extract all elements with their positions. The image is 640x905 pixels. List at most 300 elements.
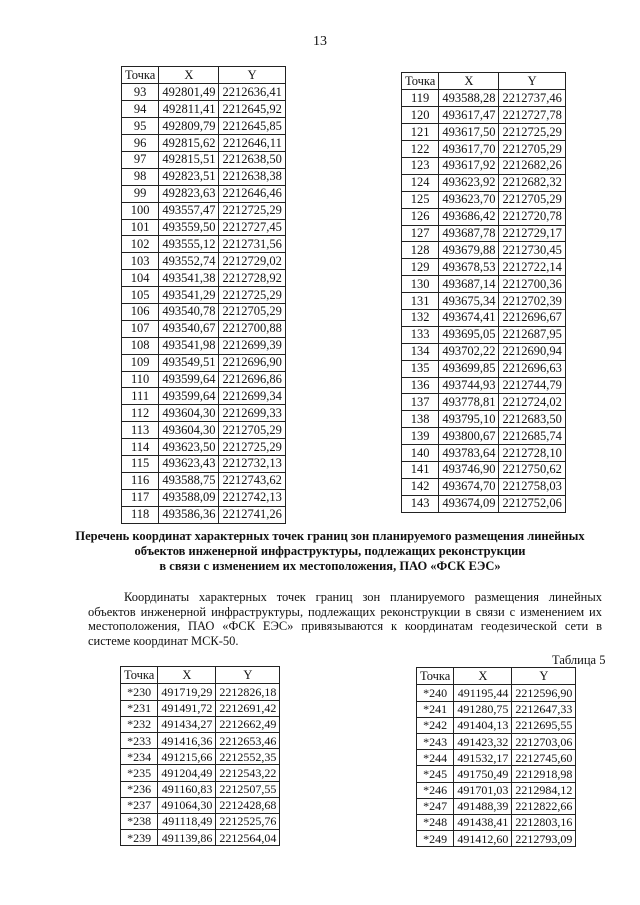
cell-y: 2212507,55: [216, 781, 280, 797]
cell-x: 493623,92: [439, 174, 499, 191]
cell-y: 2212638,38: [219, 168, 285, 185]
header-x: X: [159, 67, 219, 84]
table-row: [402, 326, 566, 343]
cell-y: 2212705,29: [219, 422, 285, 439]
cell-y: 2212645,85: [219, 118, 285, 135]
cell-point: 121: [402, 124, 439, 141]
cell-y: 2212564,04: [216, 830, 280, 846]
table-row: [402, 208, 566, 225]
cell-point: *234: [121, 749, 158, 765]
cell-point: 113: [122, 422, 159, 439]
cell-x: 491404,13: [454, 717, 512, 733]
cell-x: 493541,38: [159, 270, 219, 287]
cell-point: *230: [121, 684, 158, 700]
cell-x: 491280,75: [454, 701, 512, 717]
cell-y: 2212653,46: [216, 732, 280, 748]
cell-point: 93: [122, 84, 159, 101]
cell-y: 2212705,29: [219, 303, 285, 320]
cell-y: 2212750,62: [499, 461, 565, 478]
header-point: Точка: [402, 73, 439, 90]
coordinates-table-right: [401, 72, 566, 513]
table-row: [402, 107, 566, 124]
table-row: [121, 684, 280, 700]
table-row: [122, 388, 286, 405]
cell-point: 122: [402, 141, 439, 158]
cell-y: 2212703,06: [512, 733, 576, 749]
cell-y: 2212543,22: [216, 765, 280, 781]
cell-x: 493541,98: [159, 337, 219, 354]
cell-x: 491064,30: [158, 797, 216, 813]
cell-point: 114: [122, 439, 159, 456]
table-row: [417, 782, 576, 798]
cell-y: 2212803,16: [512, 814, 576, 830]
table-row: [122, 489, 286, 506]
cell-x: 491118,49: [158, 813, 216, 829]
cell-point: 96: [122, 135, 159, 152]
cell-point: 109: [122, 354, 159, 371]
table-row: [122, 354, 286, 371]
cell-y: 2212742,13: [219, 489, 285, 506]
table-row: [402, 394, 566, 411]
table-row: [402, 259, 566, 276]
table-row: [121, 732, 280, 748]
cell-x: 493541,29: [159, 287, 219, 304]
table-row: [122, 506, 286, 523]
cell-point: 119: [402, 90, 439, 107]
cell-point: 99: [122, 185, 159, 202]
cell-x: 493555,12: [159, 236, 219, 253]
cell-y: 2212745,60: [512, 750, 576, 766]
cell-y: 2212822,66: [512, 798, 576, 814]
cell-point: 97: [122, 151, 159, 168]
cell-x: 493695,05: [439, 326, 499, 343]
coordinates-table-left: [121, 66, 286, 524]
cell-x: 493617,92: [439, 157, 499, 174]
cell-y: 2212729,02: [219, 253, 285, 270]
cell-point: 126: [402, 208, 439, 225]
cell-point: 94: [122, 101, 159, 118]
cell-y: 2212918,98: [512, 766, 576, 782]
cell-x: 491434,27: [158, 716, 216, 732]
table-row: [402, 225, 566, 242]
table-row: [122, 101, 286, 118]
cell-y: 2212428,68: [216, 797, 280, 813]
cell-x: 491139,86: [158, 830, 216, 846]
cell-x: 493674,41: [439, 309, 499, 326]
table-row: [417, 831, 576, 847]
cell-point: *249: [417, 831, 454, 847]
cell-y: 2212737,46: [499, 90, 565, 107]
cell-y: 2212725,29: [219, 439, 285, 456]
table-row: [122, 455, 286, 472]
cell-x: 491488,39: [454, 798, 512, 814]
table-row: [402, 174, 566, 191]
cell-point: 143: [402, 495, 439, 512]
cell-point: 101: [122, 219, 159, 236]
cell-y: 2212984,12: [512, 782, 576, 798]
cell-point: *237: [121, 797, 158, 813]
table-row: [121, 830, 280, 846]
cell-point: 117: [122, 489, 159, 506]
cell-point: *239: [121, 830, 158, 846]
cell-point: 135: [402, 360, 439, 377]
cell-x: 493588,28: [439, 90, 499, 107]
cell-point: 136: [402, 377, 439, 394]
cell-point: *241: [417, 701, 454, 717]
cell-y: 2212826,18: [216, 684, 280, 700]
cell-x: 493623,70: [439, 191, 499, 208]
cell-x: 493623,50: [159, 439, 219, 456]
heading-line: Перечень координат характерных точек границ зон планируемого размещения линейных: [75, 529, 585, 543]
table-row: [122, 151, 286, 168]
cell-y: 2212699,33: [219, 405, 285, 422]
table-row: [417, 814, 576, 830]
table-row: [121, 797, 280, 813]
table-row: [417, 798, 576, 814]
cell-point: 98: [122, 168, 159, 185]
cell-x: 493588,09: [159, 489, 219, 506]
cell-y: 2212728,92: [219, 270, 285, 287]
cell-x: 493686,42: [439, 208, 499, 225]
cell-point: 131: [402, 293, 439, 310]
cell-x: 491701,03: [454, 782, 512, 798]
table-header-row: [121, 667, 280, 684]
cell-point: 116: [122, 472, 159, 489]
header-x: X: [454, 668, 512, 685]
table-row: [402, 141, 566, 158]
header-point: Точка: [417, 668, 454, 685]
cell-point: 100: [122, 202, 159, 219]
cell-point: *235: [121, 765, 158, 781]
cell-y: 2212725,29: [499, 124, 565, 141]
cell-y: 2212702,39: [499, 293, 565, 310]
cell-point: *240: [417, 685, 454, 701]
table-header-row: [417, 668, 576, 685]
cell-y: 2212552,35: [216, 749, 280, 765]
table-header-row: [402, 73, 566, 90]
table-row: [121, 813, 280, 829]
cell-point: 133: [402, 326, 439, 343]
cell-point: 132: [402, 309, 439, 326]
table-row: [122, 202, 286, 219]
table-row: [122, 84, 286, 101]
cell-point: 137: [402, 394, 439, 411]
cell-point: 107: [122, 320, 159, 337]
cell-x: 493783,64: [439, 445, 499, 462]
cell-x: 493678,53: [439, 259, 499, 276]
cell-point: 124: [402, 174, 439, 191]
cell-point: 111: [122, 388, 159, 405]
table-row: [122, 320, 286, 337]
table-row: [417, 766, 576, 782]
cell-y: 2212691,42: [216, 700, 280, 716]
cell-y: 2212727,78: [499, 107, 565, 124]
cell-y: 2212699,34: [219, 388, 285, 405]
cell-y: 2212741,26: [219, 506, 285, 523]
table-row: [417, 733, 576, 749]
cell-x: 493746,90: [439, 461, 499, 478]
cell-x: 493599,64: [159, 371, 219, 388]
cell-y: 2212696,63: [499, 360, 565, 377]
cell-x: 492823,51: [159, 168, 219, 185]
cell-y: 2212647,33: [512, 701, 576, 717]
cell-x: 493702,22: [439, 343, 499, 360]
table-header-row: [122, 67, 286, 84]
cell-y: 2212696,86: [219, 371, 285, 388]
table-row: [122, 405, 286, 422]
table-row: [122, 118, 286, 135]
table-row: [417, 750, 576, 766]
cell-point: 138: [402, 411, 439, 428]
cell-x: 493744,93: [439, 377, 499, 394]
cell-x: 493687,78: [439, 225, 499, 242]
cell-x: 493557,47: [159, 202, 219, 219]
coordinates-table-bottom-left: [120, 666, 280, 846]
cell-x: 493549,51: [159, 354, 219, 371]
table-row: [417, 701, 576, 717]
cell-x: 493604,30: [159, 405, 219, 422]
cell-point: *245: [417, 766, 454, 782]
cell-point: *248: [417, 814, 454, 830]
cell-x: 493586,36: [159, 506, 219, 523]
cell-x: 493623,43: [159, 455, 219, 472]
cell-point: 139: [402, 428, 439, 445]
cell-x: 492801,49: [159, 84, 219, 101]
cell-x: 493778,81: [439, 394, 499, 411]
cell-x: 493675,34: [439, 293, 499, 310]
cell-point: *242: [417, 717, 454, 733]
cell-point: 141: [402, 461, 439, 478]
table-row: [122, 253, 286, 270]
table-row: [121, 716, 280, 732]
table-row: [402, 124, 566, 141]
cell-x: 493604,30: [159, 422, 219, 439]
cell-x: 493599,64: [159, 388, 219, 405]
table-row: [402, 309, 566, 326]
table-row: [402, 90, 566, 107]
cell-y: 2212683,50: [499, 411, 565, 428]
page-number: 13: [313, 34, 327, 49]
cell-x: 493540,78: [159, 303, 219, 320]
cell-x: 492815,51: [159, 151, 219, 168]
cell-x: 493800,67: [439, 428, 499, 445]
cell-y: 2212690,94: [499, 343, 565, 360]
cell-x: 492815,62: [159, 135, 219, 152]
table-row: [121, 781, 280, 797]
cell-point: *231: [121, 700, 158, 716]
cell-x: 493687,14: [439, 276, 499, 293]
header-point: Точка: [122, 67, 159, 84]
cell-x: 493588,75: [159, 472, 219, 489]
table-row: [121, 700, 280, 716]
cell-point: 110: [122, 371, 159, 388]
cell-y: 2212729,17: [499, 225, 565, 242]
header-y: Y: [512, 668, 576, 685]
table-row: [402, 157, 566, 174]
cell-x: 493679,88: [439, 242, 499, 259]
cell-point: 104: [122, 270, 159, 287]
cell-y: 2212695,55: [512, 717, 576, 733]
cell-point: 108: [122, 337, 159, 354]
cell-y: 2212685,74: [499, 428, 565, 445]
cell-x: 493617,50: [439, 124, 499, 141]
cell-point: 105: [122, 287, 159, 304]
cell-y: 2212722,14: [499, 259, 565, 276]
cell-y: 2212793,09: [512, 831, 576, 847]
cell-y: 2212636,41: [219, 84, 285, 101]
cell-point: 128: [402, 242, 439, 259]
table-row: [121, 749, 280, 765]
cell-y: 2212696,67: [499, 309, 565, 326]
cell-x: 493674,09: [439, 495, 499, 512]
table-row: [402, 293, 566, 310]
cell-y: 2212687,95: [499, 326, 565, 343]
cell-x: 493617,70: [439, 141, 499, 158]
header-point: Точка: [121, 667, 158, 684]
cell-x: 491532,17: [454, 750, 512, 766]
cell-x: 491750,49: [454, 766, 512, 782]
cell-point: 134: [402, 343, 439, 360]
cell-y: 2212682,32: [499, 174, 565, 191]
cell-x: 493674,70: [439, 478, 499, 495]
cell-y: 2212525,76: [216, 813, 280, 829]
cell-point: 130: [402, 276, 439, 293]
header-x: X: [439, 73, 499, 90]
cell-point: 112: [122, 405, 159, 422]
cell-y: 2212696,90: [219, 354, 285, 371]
table-row: [402, 242, 566, 259]
table-row: [122, 219, 286, 236]
cell-point: 102: [122, 236, 159, 253]
table-row: [122, 135, 286, 152]
cell-x: 493540,67: [159, 320, 219, 337]
coordinates-table-bottom-right: [416, 667, 576, 847]
table-row: [122, 270, 286, 287]
table-row: [402, 478, 566, 495]
heading-line: в связи с изменением их местоположения, ПАО «ФСК ЕЭС»: [159, 559, 501, 573]
cell-y: 2212705,29: [499, 141, 565, 158]
cell-y: 2212596,90: [512, 685, 576, 701]
table-caption: Таблица 5: [552, 653, 606, 667]
cell-y: 2212638,50: [219, 151, 285, 168]
cell-x: 492823,63: [159, 185, 219, 202]
cell-y: 2212727,45: [219, 219, 285, 236]
cell-point: *243: [417, 733, 454, 749]
cell-y: 2212645,92: [219, 101, 285, 118]
table-row: [122, 472, 286, 489]
cell-y: 2212720,78: [499, 208, 565, 225]
cell-point: *233: [121, 732, 158, 748]
table-row: [417, 717, 576, 733]
cell-x: 492811,41: [159, 101, 219, 118]
table-row: [402, 495, 566, 512]
cell-y: 2212724,02: [499, 394, 565, 411]
cell-point: 123: [402, 157, 439, 174]
cell-y: 2212725,29: [219, 202, 285, 219]
cell-x: 491412,60: [454, 831, 512, 847]
cell-point: 103: [122, 253, 159, 270]
table-row: [402, 343, 566, 360]
cell-y: 2212731,56: [219, 236, 285, 253]
cell-x: 491195,44: [454, 685, 512, 701]
cell-y: 2212682,26: [499, 157, 565, 174]
table-row: [122, 287, 286, 304]
table-row: [402, 191, 566, 208]
cell-y: 2212728,10: [499, 445, 565, 462]
cell-y: 2212700,36: [499, 276, 565, 293]
cell-y: 2212752,06: [499, 495, 565, 512]
cell-point: *244: [417, 750, 454, 766]
table-row: [417, 685, 576, 701]
cell-y: 2212705,29: [499, 191, 565, 208]
cell-point: 115: [122, 455, 159, 472]
cell-point: *246: [417, 782, 454, 798]
cell-x: 493552,74: [159, 253, 219, 270]
cell-point: 127: [402, 225, 439, 242]
cell-point: 95: [122, 118, 159, 135]
cell-x: 491160,83: [158, 781, 216, 797]
cell-point: *236: [121, 781, 158, 797]
table-row: [402, 461, 566, 478]
table-row: [402, 445, 566, 462]
cell-point: *232: [121, 716, 158, 732]
table-row: [121, 765, 280, 781]
cell-y: 2212744,79: [499, 377, 565, 394]
cell-x: 493699,85: [439, 360, 499, 377]
cell-point: 140: [402, 445, 439, 462]
table-row: [122, 422, 286, 439]
section-heading: [60, 529, 600, 574]
cell-x: 491438,41: [454, 814, 512, 830]
table-row: [122, 303, 286, 320]
cell-y: 2212662,49: [216, 716, 280, 732]
cell-point: 129: [402, 259, 439, 276]
cell-y: 2212730,45: [499, 242, 565, 259]
table-row: [122, 236, 286, 253]
table-row: [122, 185, 286, 202]
cell-x: 491491,72: [158, 700, 216, 716]
table-row: [122, 337, 286, 354]
cell-x: 493559,50: [159, 219, 219, 236]
table-row: [402, 428, 566, 445]
cell-y: 2212758,03: [499, 478, 565, 495]
cell-y: 2212646,46: [219, 185, 285, 202]
cell-x: 491215,66: [158, 749, 216, 765]
cell-y: 2212732,13: [219, 455, 285, 472]
cell-y: 2212646,11: [219, 135, 285, 152]
header-y: Y: [499, 73, 565, 90]
cell-y: 2212725,29: [219, 287, 285, 304]
cell-point: 142: [402, 478, 439, 495]
cell-point: *247: [417, 798, 454, 814]
table-row: [122, 371, 286, 388]
table-row: [122, 439, 286, 456]
cell-x: 493795,10: [439, 411, 499, 428]
cell-x: 491204,49: [158, 765, 216, 781]
cell-point: 106: [122, 303, 159, 320]
cell-y: 2212699,39: [219, 337, 285, 354]
cell-point: 125: [402, 191, 439, 208]
table-row: [402, 411, 566, 428]
heading-line: объектов инженерной инфраструктуры, подлежащих реконструкции: [134, 544, 526, 558]
table-row: [402, 276, 566, 293]
cell-point: *238: [121, 813, 158, 829]
header-x: X: [158, 667, 216, 684]
cell-point: 118: [122, 506, 159, 523]
cell-x: 491719,29: [158, 684, 216, 700]
cell-x: 491416,36: [158, 732, 216, 748]
cell-y: 2212700,88: [219, 320, 285, 337]
